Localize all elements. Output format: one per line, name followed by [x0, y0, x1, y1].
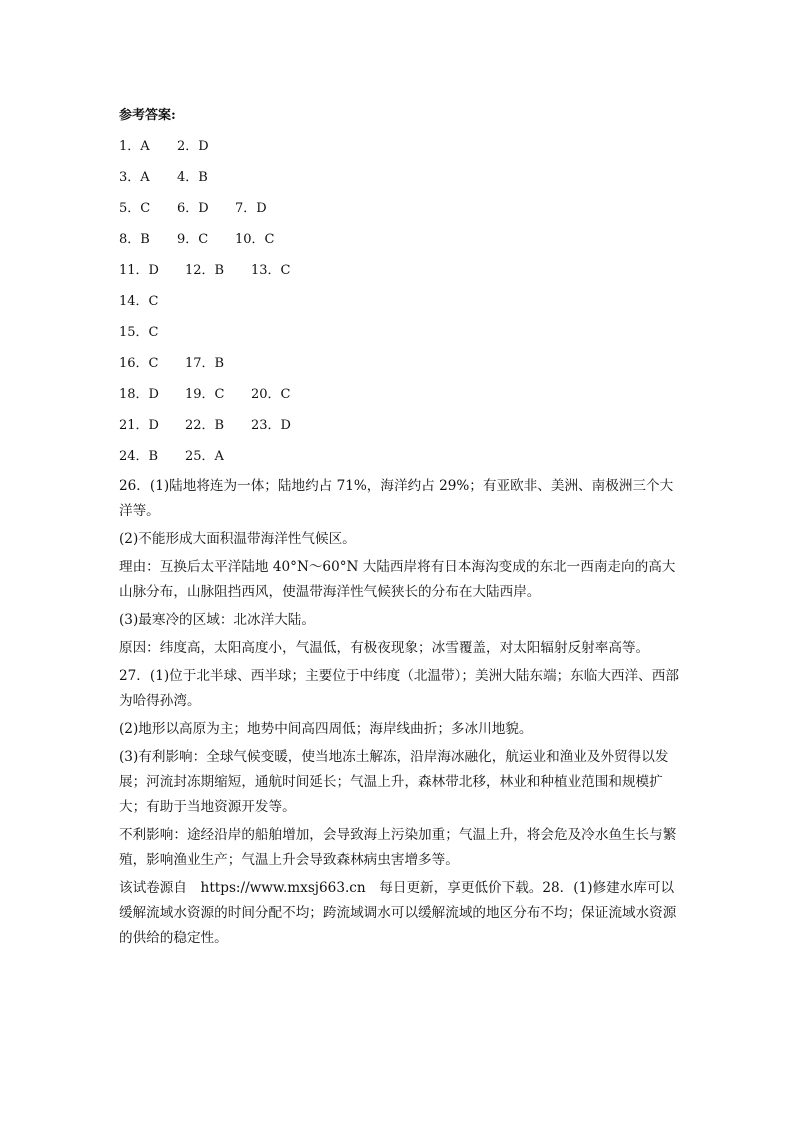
answer-item: 6．D — [177, 201, 209, 216]
answer-paragraph: (2)不能形成大面积温带海洋性气候区。 — [119, 531, 356, 547]
answer-row — [119, 193, 679, 224]
answer-item: 7．D — [235, 201, 267, 216]
answer-item: 4．B — [177, 170, 208, 185]
answer-item: 2．D — [177, 139, 209, 154]
answer-paragraph: (3)最寒冷的区域：北冰洋大陆。 — [119, 612, 315, 628]
answer-row — [119, 441, 679, 472]
answer-item: 3．A — [119, 170, 150, 185]
answer-item: 24．B — [119, 449, 159, 464]
answer-item: 20．C — [251, 387, 291, 402]
answer-item: 19．C — [185, 387, 225, 402]
answer-item: 5．C — [119, 201, 151, 216]
answer-row — [119, 255, 679, 286]
answer-item: 23．D — [251, 418, 291, 433]
answer-paragraph: 27．(1)位于北半球、西半球；主要位于中纬度（北温带）；美洲大陆东端；东临大西洋、西部为哈得孙湾。 — [119, 668, 679, 709]
answer-key — [119, 100, 679, 954]
answer-row — [119, 286, 679, 317]
answer-row — [119, 410, 679, 441]
section-heading: 参考答案: — [119, 108, 176, 123]
answer-item: 1．A — [119, 139, 150, 154]
answer-item: 25．A — [185, 449, 224, 464]
answer-item: 8．B — [119, 232, 150, 247]
answer-row — [119, 379, 679, 410]
answer-row — [119, 162, 679, 193]
answer-item: 9．C — [177, 232, 209, 247]
answer-item: 12．B — [185, 263, 225, 278]
answer-item: 14．C — [119, 294, 159, 309]
answer-paragraph: (2)地形以高原为主；地势中间高四周低；海岸线曲折；多冰川地貌。 — [119, 721, 533, 737]
answer-item: 16．C — [119, 356, 159, 371]
answer-row — [119, 348, 679, 379]
answer-paragraph: 原因：纬度高，太阳高度小，气温低，有极夜现象；冰雪覆盖，对太阳辐射反射率高等。 — [119, 640, 650, 656]
answer-item: 21．D — [119, 418, 159, 433]
answer-item: 22．B — [185, 418, 225, 433]
answer-item: 11．D — [119, 263, 159, 278]
answer-paragraph: 不利影响：途经沿岸的船舶增加，会导致海上污染加重；气温上升，将会危及冷水鱼生长与繁殖，影响渔业生产；气温上升会导致森林病虫害增多等。 — [119, 827, 677, 868]
answer-row — [119, 317, 679, 348]
answer-paragraph: 26．(1)陆地将连为一体；陆地约占 71%，海洋约占 29%；有亚欧非、美洲、南极洲三个大洋等。 — [119, 478, 674, 519]
answer-row — [119, 224, 679, 255]
answer-item: 10．C — [235, 232, 275, 247]
answer-paragraph: (3)有利影响：全球气候变暖，使当地冻土解冻，沿岸海冰融化，航运业和渔业及外贸得以发展；河流封冻期缩短，通航时间延长；气温上升，森林带北移，林业和种植业范围和规模扩大；有助于当地资源开发等。 — [119, 749, 669, 815]
answer-item: 18．D — [119, 387, 159, 402]
answer-paragraph: 理由：互换后太平洋陆地 40°N～60°N 大陆西岸将有日本海沟变成的东北一西南走向的高大山脉分布，山脉阻挡西风，使温带海洋性气候狭长的分布在大陆西岸。 — [119, 559, 676, 600]
answer-paragraph: 该试卷源自 https://www.mxsj663.cn 每日更新，享更低价下载。28．(1)修建水库可以缓解流域水资源的时间分配不均；跨流域调水可以缓解流域的地区分布不均；保证流域水资源的供给的稳定性。 — [119, 880, 677, 946]
answer-item: 13．C — [251, 263, 291, 278]
answer-row — [119, 131, 679, 162]
answer-item: 17．B — [185, 356, 225, 371]
answer-item: 15．C — [119, 325, 159, 340]
